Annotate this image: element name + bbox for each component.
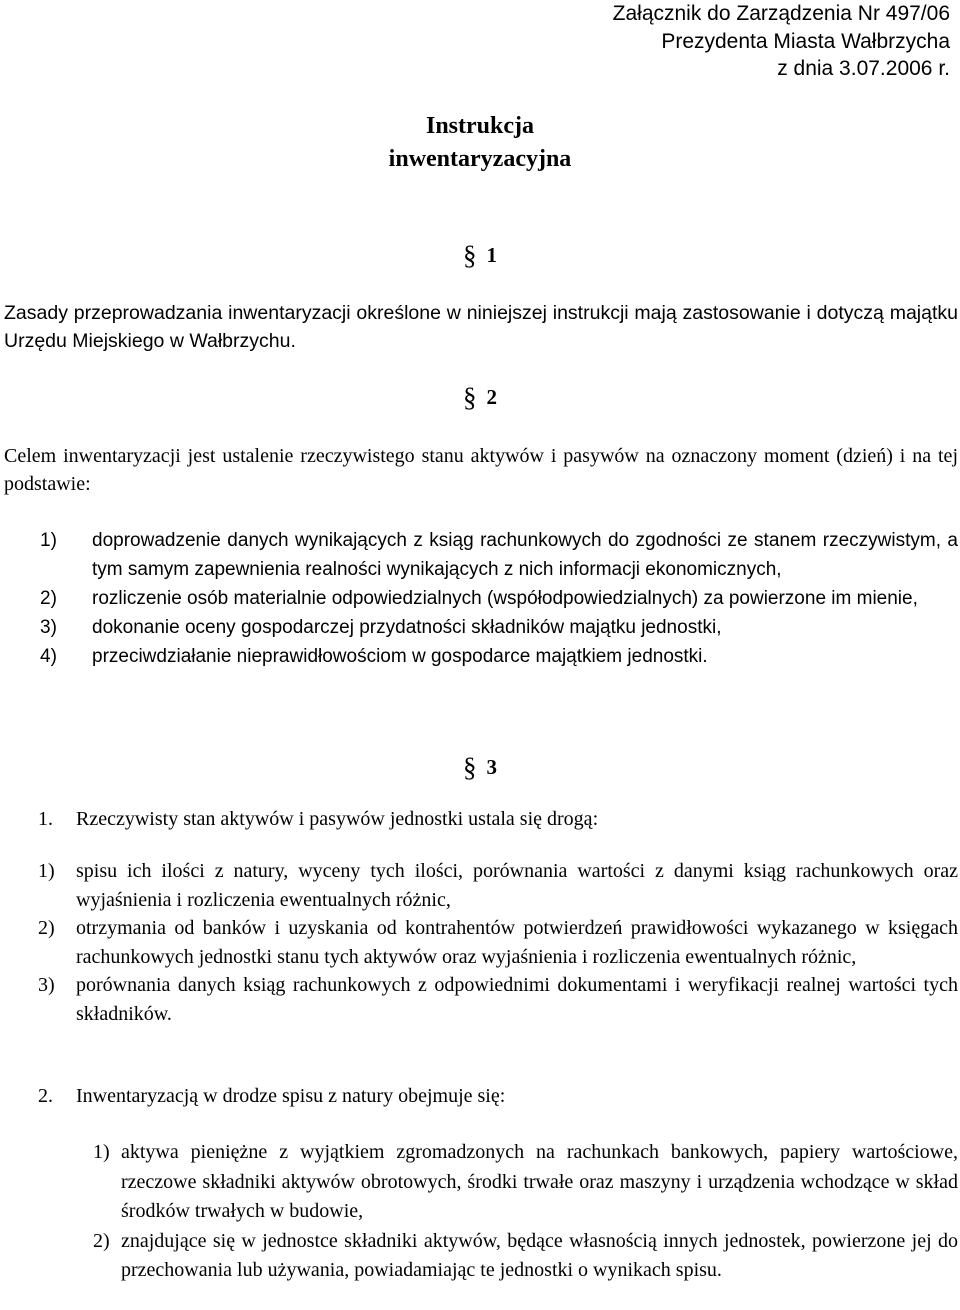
section-3-sublist xyxy=(93,1138,958,1286)
item-number: 2. xyxy=(38,1085,53,1107)
section-3-point-1 xyxy=(38,805,938,833)
title-line-1: Instrukcja xyxy=(425,113,534,139)
section-3-list xyxy=(38,857,958,1028)
annex-line-2: Prezydenta Miasta Wałbrzycha xyxy=(661,29,950,53)
item-number: 3) xyxy=(40,617,57,638)
section-3-heading xyxy=(0,752,960,783)
list-item xyxy=(40,584,958,613)
item-number: 4) xyxy=(40,646,57,667)
item-number: 1. xyxy=(38,808,53,830)
item-text: Inwentaryzacją w drodze spisu z natury obejmuje się: xyxy=(76,1085,506,1107)
section-number: 1 xyxy=(486,243,497,267)
item-text: znajdujące się w jednostce składniki aktywów, będące własnością innych jednostek, powierzone jej do przechowania lub używania, powiadamiając te jednostki o wynikach spisu. xyxy=(121,1229,958,1281)
section-number: 2 xyxy=(486,385,497,409)
document-title xyxy=(270,110,690,176)
list-item xyxy=(40,526,958,584)
item-number: 2) xyxy=(40,588,57,609)
item-number: 1) xyxy=(93,1141,110,1163)
list-item xyxy=(38,1082,938,1110)
section-symbol: § xyxy=(463,382,477,412)
list-item xyxy=(38,971,958,1028)
item-number: 2) xyxy=(38,917,55,939)
list-item xyxy=(38,857,958,914)
item-text: doprowadzenie danych wynikających z ksiąg rachunkowych do zgodności ze stanem rzeczywistym, a tym samym zapewnienia realności wynikających z nich informacji ekonomicznych, xyxy=(92,530,958,580)
annex-header xyxy=(530,0,950,83)
item-text: dokonanie oceny gospodarczej przydatności składników majątku jednostki, xyxy=(92,617,722,638)
section-2-list xyxy=(40,526,958,671)
list-item xyxy=(40,642,958,671)
section-2-intro: Celem inwentaryzacji jest ustalenie rzeczywistego stanu aktywów i pasywów na oznaczony moment (dzień) i na tej podstawie: xyxy=(4,445,958,495)
item-number: 1) xyxy=(40,530,57,551)
section-1-heading xyxy=(0,240,960,271)
item-number: 1) xyxy=(38,860,55,882)
item-number: 3) xyxy=(38,974,55,996)
section-number: 3 xyxy=(486,755,497,779)
section-symbol: § xyxy=(463,240,477,270)
item-text: porównania danych ksiąg rachunkowych z odpowiednimi dokumentami i weryfikacji realnej wartości tych składników. xyxy=(76,974,958,1025)
section-1-text: Zasady przeprowadzania inwentaryzacji określone w niniejszej instrukcji mają zastosowanie i dotyczą majątku Urzędu Miejskiego w Wałbrzychu. xyxy=(4,302,958,352)
list-item xyxy=(93,1138,958,1227)
item-text: rozliczenie osób materialnie odpowiedzialnych (współodpowiedzialnych) za powierzone im mienie, xyxy=(92,588,918,609)
item-text: otrzymania od banków i uzyskania od kontrahentów potwierdzeń prawidłowości wykazanego w księgach rachunkowych jednostki stanu tych aktywów oraz wyjaśnienia i rozliczenia ewentualnych różnic, xyxy=(76,917,958,968)
item-text: Rzeczywisty stan aktywów i pasywów jednostki ustala się drogą: xyxy=(76,808,599,830)
item-text: aktywa pieniężne z wyjątkiem zgromadzonych na rachunkach bankowych, papiery wartościowe, rzeczowe składniki aktywów obrotowych, środki trwałe oraz maszyny i urządzenia wchodzące w skład środków trwałych w budowie, xyxy=(121,1141,958,1222)
list-item xyxy=(38,805,938,833)
section-3-point-2 xyxy=(38,1082,938,1110)
annex-line-1: Załącznik do Zarządzenia Nr 497/06 xyxy=(612,2,950,25)
annex-line-3: z dnia 3.07.2006 r. xyxy=(777,57,950,80)
item-text: przeciwdziałanie nieprawidłowościom w gospodarce majątkiem jednostki. xyxy=(92,646,708,667)
list-item xyxy=(40,613,958,642)
title-line-2: inwentaryzacyjna xyxy=(388,146,572,172)
section-2-heading xyxy=(0,382,960,413)
list-item xyxy=(93,1227,958,1286)
section-symbol: § xyxy=(463,752,477,782)
list-item xyxy=(38,914,958,971)
item-text: spisu ich ilości z natury, wyceny tych ilości, porównania wartości z danymi ksiąg rachunkowych oraz wyjaśnienia i rozliczenia ewentualnych różnic, xyxy=(76,860,958,911)
item-number: 2) xyxy=(93,1229,110,1252)
